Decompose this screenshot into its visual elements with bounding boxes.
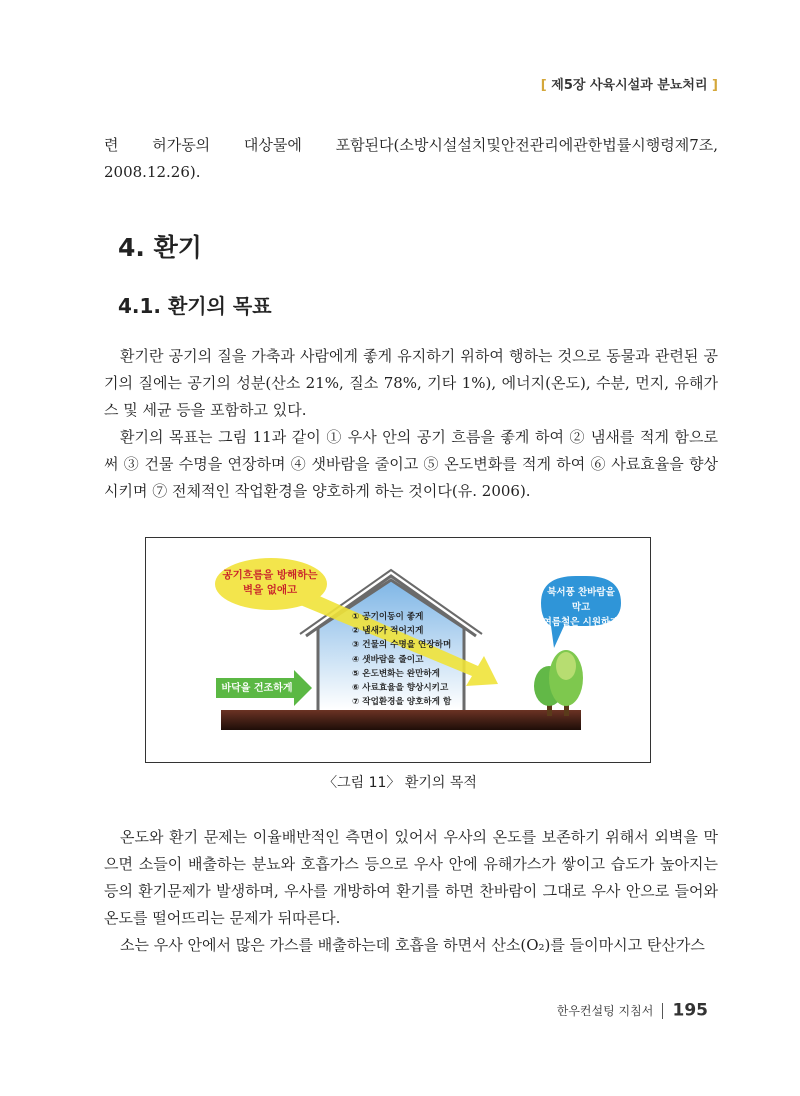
list-item: ⑤ 온도변화는 완만하게 (352, 668, 440, 679)
list-item: ① 공기이동이 좋게 (352, 612, 424, 622)
list-item: ⑦ 작업환경을 양호하게 함 (352, 697, 452, 708)
callout-remove-walls-line2: 벽을 없애고 (242, 584, 298, 596)
callout-dry-floor: 바닥을 건조하게 (221, 683, 293, 694)
list-item: ③ 건물의 수명을 연장하며 (352, 640, 452, 651)
figure-ventilation-purpose (145, 537, 651, 763)
section-heading: 4. 환기 (118, 233, 202, 262)
header-title: 제5장 사육시설과 분뇨처리 (551, 78, 708, 93)
header-bracket-right: ] (712, 78, 718, 93)
footer-separator (662, 1003, 663, 1019)
page-number: 195 (672, 1000, 708, 1021)
list-item: ② 냄새가 적어지게 (352, 626, 424, 637)
header-bracket-left: [ (540, 78, 547, 93)
ground (221, 710, 581, 730)
callout-block-wind-line1: 북서풍 찬바람을 막고 (547, 587, 615, 613)
list-item: ④ 샛바람을 줄이고 (352, 654, 424, 665)
subsection-heading: 4.1. 환기의 목표 (118, 294, 272, 318)
tree-highlight (556, 652, 576, 680)
paragraph-temperature-ventilation: 온도와 환기 문제는 이율배반적인 측면이 있어서 우사의 온도를 보존하기 위해서 외벽을 막으면 소들이 배출하는 분뇨와 호흡가스 등으로 우사 안에 유해가스가 쌓이고 습도가 높아지는 등의 환기문제가 발생하며, 우사를 개방하여 환기를 하면 찬바람이 그대로 우사 안으로 들어와 온도를 떨어뜨리는 문제가 뒤따른다. (104, 828, 718, 927)
callout-remove-walls-line1: 공기흐름을 방해하는 (222, 569, 318, 581)
footer-title: 한우컨설팅 지침서 (556, 1004, 654, 1018)
callout-block-wind-line2: 여름철은 시원하게 (542, 617, 620, 628)
ventilation-goals-list (352, 610, 451, 709)
page-footer (557, 1000, 708, 1021)
list-item: ⑥ 사료효율을 향상시키고 (352, 683, 449, 694)
figure-caption: 〈그림 11〉 환기의 목적 (323, 775, 477, 791)
paragraph-ventilation-goals: 환기의 목표는 그림 11과 같이 ① 우사 안의 공기 흐름을 좋게 하여 ② 냄새를 적게 함으로써 ③ 건물 수명을 연장하며 ④ 샛바람을 줄이고 ⑤ 온도변화를 적게 하여 ⑥ 사료효율을 향상시키며 ⑦ 전체적인 작업환경을 양호하게 하는 것이다(유. 2006). (104, 428, 718, 500)
paragraph-gas-emission: 소는 우사 안에서 많은 가스를 배출하는데 호흡을 하면서 산소(O₂)를 들이마시고 탄산가스 (120, 936, 705, 954)
paragraph-continued: 련 허가동의 대상물에 포함된다(소방시설설치및안전관리에관한법률시행령제7조, 2008.12.26). (104, 136, 718, 181)
callout-block-wind (541, 585, 621, 630)
callout-remove-walls (214, 568, 326, 598)
paragraph-ventilation-definition: 환기란 공기의 질을 가축과 사람에게 좋게 유지하기 위하여 행하는 것으로 동물과 관련된 공기의 질에는 공기의 성분(산소 21%, 질소 78%, 기타 1%), 에너지(온도), 수분, 먼지, 유해가스 및 세균 등을 포함하고 있다. (104, 347, 718, 419)
running-header (541, 74, 718, 93)
